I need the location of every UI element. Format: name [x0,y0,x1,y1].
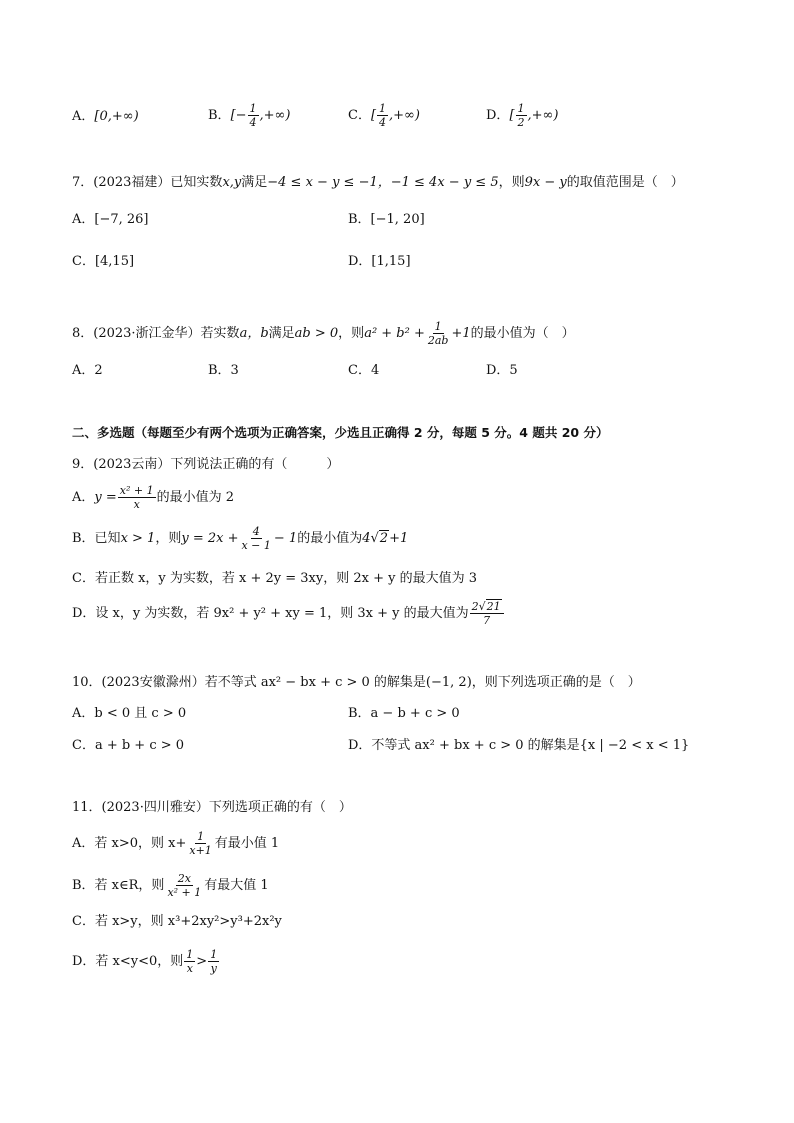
q10-option-d: D．不等式 ax² + bx + c > 0 的解集是{x | −2 < x < 1} [348,738,690,753]
q11-b-fraction: $\frac{2x}{\text{x² + 1}}$ [167,872,202,899]
q6-d-fraction: $\frac{1}{2}$ [517,102,525,129]
q11-option-c: C．若 x>y，则 x³+2xy²>y³+2x²y [72,914,282,929]
q8-option-a: A．2 [72,363,103,378]
q10-stem: 10．(2023安徽滁州）若不等式 ax² − bx + c > 0 的解集是(−1, 2)，则下列选项正确的是（ ） [72,675,641,690]
q7-option-c: C．[4,15] [72,254,135,269]
q11-stem: 11．(2023·四川雅安）下列选项正确的有（ ） [72,800,352,815]
q9-option-b: B．已知x > 1，则y = 2x + $\frac{4}{x - 1}$ − 1的最小值为4√2+1 [72,525,409,552]
q9-b-fraction: $\frac{4}{x - 1}$ [241,525,271,552]
q10-option-b: B．a − b + c > 0 [348,706,460,721]
q9-option-a: A．y = $\frac{\text{x² + 1}}{x}$ 的最小值为 2 [72,484,234,511]
q11-option-a: A．若 x>0，则 x+ $\frac{1}{x+1}$ 有最小值 1 [72,830,280,857]
section-heading: 二、多选题（每题至少有两个选项为正确答案，少选且正确得 2 分，每题 5 分。4 题共 20 分） [72,425,609,440]
q6-option-b: B．[− $\frac{1}{4}$ ,+∞) [208,102,291,129]
q8-option-d: D．5 [486,363,518,378]
q8-option-c: C．4 [348,363,380,378]
q10-option-c: C．a + b + c > 0 [72,738,185,753]
q7-stem: 7．(2023福建）已知实数x,y满足−4 ≤ x − y ≤ −1，−1 ≤ 4x − y ≤ 5，则9x − y的取值范围是（ ） [72,175,684,190]
q9-a-fraction: $\frac{\text{x² + 1}}{x}$ [119,484,154,511]
q9-stem: 9．(2023云南）下列说法正确的有（ ） [72,457,340,472]
q11-option-d: D．若 x<y<0，则 $\frac{1}{x}$ > $\frac{1}{y}$ [72,948,218,975]
q8-fraction: $\frac{1}{2ab}$ [427,320,449,347]
q7-option-a: A．[−7, 26] [72,212,149,227]
q8-option-b: B．3 [208,363,239,378]
q11-d-fraction-1: $\frac{1}{x}$ [186,948,194,975]
q6-option-a: A．[0,+∞) [72,109,139,124]
q11-option-b: B．若 x∈R，则 $\frac{2x}{\text{x² + 1}}$ 有最大值 1 [72,872,269,899]
q6-b-fraction: $\frac{1}{4}$ [249,102,257,129]
q9-option-d: D．设 x，y 为实数，若 9x² + y² + xy = 1，则 3x + y 的最大值为 $\frac{2√21}{7}$ [72,600,505,627]
q11-d-fraction-2: $\frac{1}{y}$ [210,948,218,975]
q9-d-fraction: $\frac{2√21}{7}$ [470,600,504,627]
q7-option-d: D．[1,15] [348,254,411,269]
q6-c-fraction: $\frac{1}{4}$ [379,102,387,129]
q6-option-c: C．[ $\frac{1}{4}$ ,+∞) [348,102,420,129]
q7-option-b: B．[−1, 20] [348,212,425,227]
q8-stem: 8．(2023·浙江金华）若实数a，b满足ab > 0，则a² + b² + $\frac{1}{2ab}$ +1的最小值为（ ） [72,320,575,347]
q6-option-d: D．[ $\frac{1}{2}$ ,+∞) [486,102,559,129]
q11-a-fraction: $\frac{1}{x+1}$ [189,830,212,857]
q9-option-c: C．若正数 x，y 为实数，若 x + 2y = 3xy，则 2x + y 的最大值为 3 [72,571,477,586]
q10-option-a: A．b < 0 且 c > 0 [72,706,187,721]
